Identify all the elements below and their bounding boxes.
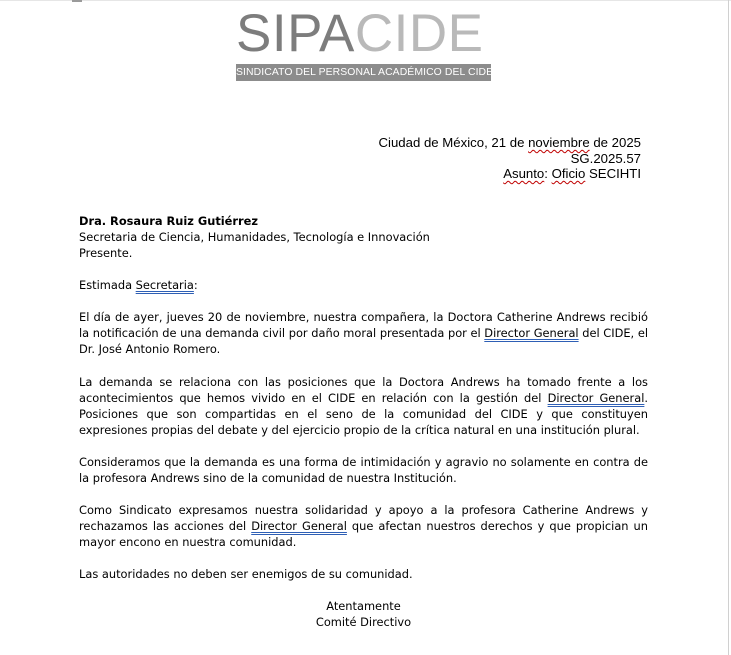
recipient-presente: Presente. [79, 246, 133, 260]
p1-text-a: El día de ayer, jueves 20 de noviembre, nuestra compañera, la Doctora Catherine Andrews recibió la notificación de una demanda civil por daño moral presentada por el [79, 310, 648, 340]
greeting [79, 277, 648, 293]
logo-cide-text: CIDE [354, 4, 484, 63]
paragraph-2 [79, 374, 648, 438]
paragraph-3: Consideramos que la demanda es una forma de intimidación y agravio no solamente en contra de la profesora Andrews sino de la comunidad de nuestra Institución. [79, 455, 648, 485]
paragraph-1 [79, 309, 648, 357]
place-date-month[interactable]: noviembre [528, 135, 590, 150]
logo-tagline: SINDICATO DEL PERSONAL ACADÉMICO DEL CIDE [236, 64, 491, 81]
recipient-title: Secretaria de Ciencia, Humanidades, Tecnología e Innovación [79, 230, 430, 244]
p2-text-b: . Posiciones que son compartidas en el seno de la comunidad del CIDE y que constituyen expresiones propias del debate y del ejercicio propio de la crítica natural en una institución plural. [79, 391, 648, 437]
closing-block [79, 598, 648, 630]
subject-colon: : [544, 166, 552, 181]
p2-director-general[interactable]: Director General [547, 391, 645, 405]
place-date-suffix: de 2025 [589, 135, 641, 150]
p4-text-b: que afectan nuestros derechos y que propician un mayor encono en nuestra comunidad. [79, 519, 648, 549]
sipacide-logo [236, 6, 492, 81]
subject-rest: SECIHTI [585, 166, 641, 181]
reference-number: SG.2025.57 [570, 150, 641, 166]
letter-header [379, 135, 641, 182]
greeting-word[interactable]: Secretaria [135, 278, 194, 292]
p1-director-general[interactable]: Director General [484, 326, 579, 340]
p1-text-b: del CIDE, el Dr. José Antonio Romero. [79, 326, 648, 356]
page-top-edge [0, 0, 731, 1]
p4-text-a: Como Sindicato expresamos nuestra solidaridad y apoyo a la profesora Catherine Andrews y rechazamos las acciones del [79, 503, 648, 533]
subject-label[interactable]: Asunto [503, 166, 545, 181]
page-corner-mark [72, 0, 82, 2]
page-right-edge [728, 0, 729, 655]
paragraph-4 [79, 502, 648, 550]
recipient-name: Dra. Rosaura Ruiz Gutiérrez [79, 214, 258, 228]
logo-wordmark [236, 6, 492, 62]
subject-line [379, 166, 641, 182]
subject-word[interactable]: Oficio [551, 166, 586, 181]
p4-director-general[interactable]: Director General [251, 519, 347, 533]
recipient-block [79, 213, 648, 261]
place-date-line [379, 135, 641, 151]
logo-sipa-text: SIPA [236, 4, 355, 63]
place-date-prefix: Ciudad de México, 21 de [378, 135, 529, 150]
closing-atentamente: Atentamente [326, 599, 401, 613]
closing-comite: Comité Directivo [315, 615, 412, 629]
paragraph-5: Las autoridades no deben ser enemigos de su comunidad. [79, 567, 413, 581]
p2-text-a: La demanda se relaciona con las posiciones que la Doctora Andrews ha tomado frente a los acontecimientos que hemos vivido en el CIDE en relación con la gestión del [79, 375, 648, 405]
greeting-prefix: Estimada [79, 278, 136, 292]
greeting-suffix: : [193, 278, 198, 292]
